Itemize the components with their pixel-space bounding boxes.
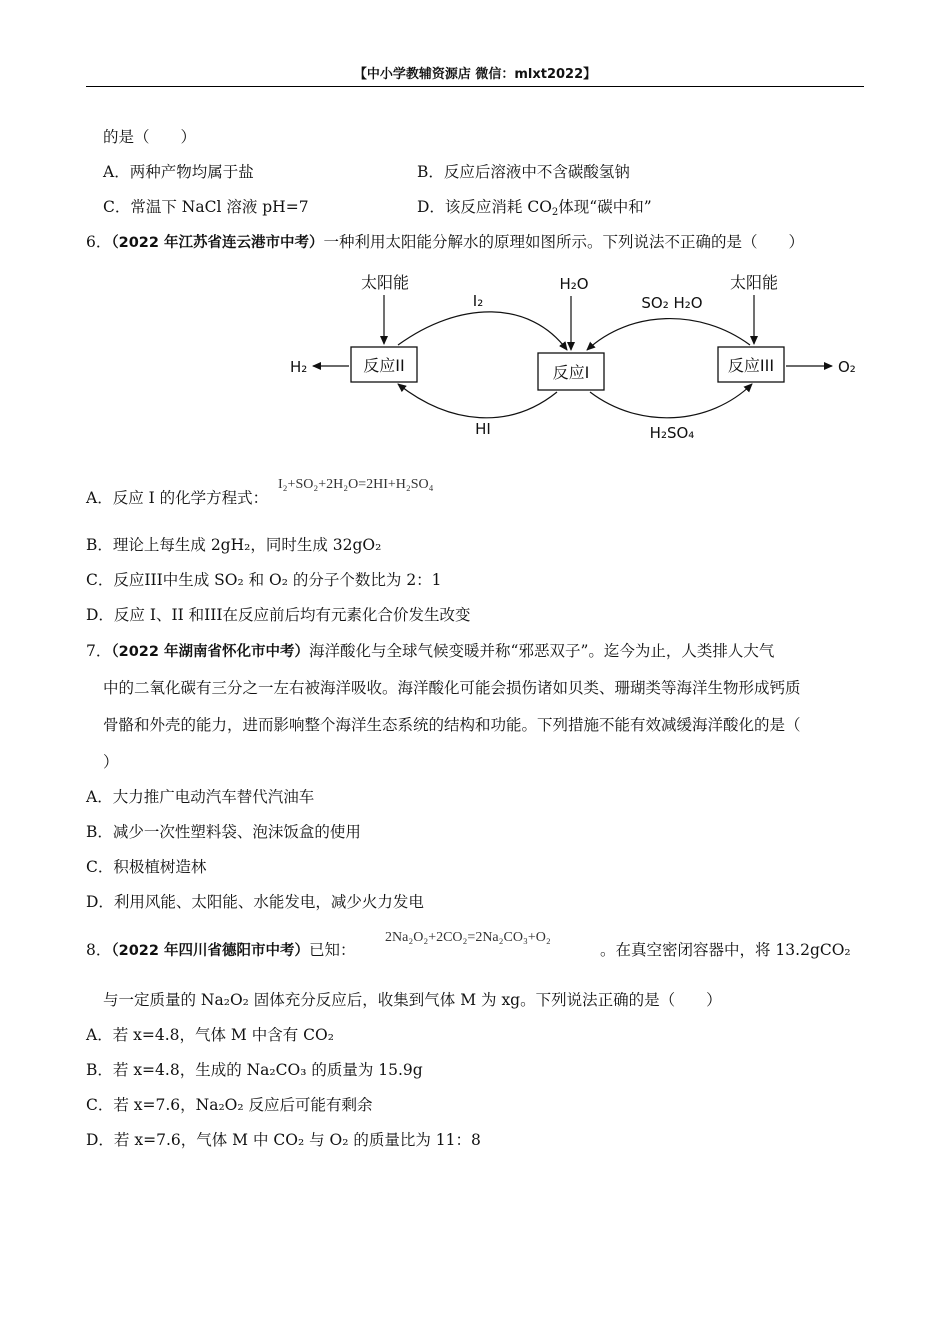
q8-stem-line-2: 与一定质量的 Na₂O₂ 固体充分反应后，收集到气体 M 为 xg。下列说法正确的是（ ） <box>103 991 722 1009</box>
so2-h2o-label: SO₂ H₂O <box>641 294 703 312</box>
q6-stem-text: 一种利用太阳能分解水的原理如图所示。下列说法不正确的是（ ） <box>323 233 805 251</box>
q7-number: 7． <box>86 642 112 660</box>
q6-option-a-label: A．反应 I 的化学方程式： <box>86 489 269 507</box>
q5-stem-tail: 的是（ ） <box>103 128 197 146</box>
q5-option-b: B．反应后溶液中不含碳酸氢钠 <box>417 163 630 181</box>
q6-option-a-formula: I₂+SO₂+2H₂O=2HI+H₂SO₄ <box>278 477 434 492</box>
q7-option-c: C．积极植树造林 <box>86 858 207 876</box>
reaction-1-label: 反应I <box>552 363 590 382</box>
q8-option-a: A．若 x=4.8，气体 M 中含有 CO₂ <box>86 1026 334 1044</box>
o2-output-label: O₂ <box>838 358 856 376</box>
q6-source: （2022 年江苏省连云港市中考） <box>111 235 324 251</box>
q7-option-a: A．大力推广电动汽车替代汽油车 <box>86 788 315 806</box>
q8-option-b: B．若 x=4.8，生成的 Na₂CO₃ 的质量为 15.9g <box>86 1061 423 1079</box>
h2so4-arrow <box>590 384 752 418</box>
q8-option-c: C．若 x=7.6，Na₂O₂ 反应后可能有剩余 <box>86 1096 373 1114</box>
q5-option-d: D．该反应消耗 $CO_2$体现“碳中和” <box>417 198 652 218</box>
h2so4-label: H₂SO₄ <box>649 424 695 442</box>
q7-stem-line-3: 骨骼和外壳的能力，进而影响整个海洋生态系统的结构和功能。下列措施不能有效减缓海洋酸化的是（ <box>103 716 801 734</box>
so2-h2o-arrow <box>587 319 750 350</box>
q6-option-b: B．理论上每生成 2gH₂，同时生成 32gO₂ <box>86 536 382 554</box>
q6-number: 6． <box>86 233 112 251</box>
q8-stem-after-formula: 。在真空密闭容器中，将 13.2gCO₂ <box>600 941 851 959</box>
hi-label: HI <box>475 420 491 438</box>
reaction-3-label: 反应III <box>727 356 775 375</box>
q8-number: 8． <box>86 941 112 959</box>
q8-formula: 2Na₂O₂+2CO₂=2Na₂CO₃+O₂ <box>385 930 551 945</box>
q6-option-c: C．反应III中生成 SO₂ 和 O₂ 的分子个数比为 2：1 <box>86 571 442 589</box>
q8-option-d: D．若 x=7.6，气体 M 中 CO₂ 与 O₂ 的质量比为 11：8 <box>86 1131 481 1149</box>
q7-stem-line-4: ） <box>103 753 119 771</box>
solar-energy-left-label: 太阳能 <box>360 273 410 292</box>
i2-arrow <box>398 312 567 350</box>
q5-option-c: C．常温下 NaCl 溶液 pH=7 <box>103 198 309 216</box>
q7-option-b: B．减少一次性塑料袋、泡沫饭盒的使用 <box>86 823 361 841</box>
h2-output-label: H₂ <box>290 358 308 376</box>
q6-option-d: D．反应 I、II 和III在反应前后均有元素化合价发生改变 <box>86 606 471 624</box>
q8-source: （2022 年四川省德阳市中考） <box>111 943 310 959</box>
solar-energy-right-label: 太阳能 <box>729 273 779 292</box>
hi-arrow <box>398 384 557 418</box>
water-input-label: H₂O <box>559 275 589 293</box>
q7-stem-line-2: 中的二氧化碳有三分之一左右被海洋吸收。海洋酸化可能会损伤诸如贝类、珊瑚类等海洋生物形成钙质 <box>103 679 801 697</box>
q7-option-d: D．利用风能、太阳能、水能发电，减少火力发电 <box>86 893 424 911</box>
reaction-2-label: 反应II <box>363 356 405 375</box>
q7-stem-line-1: 7．（2022 年湖南省怀化市中考）海洋酸化与全球气候变暖并称“邪恶双子”。迄今为止，人类排人大气 <box>86 642 775 660</box>
q5-option-a: A．两种产物均属于盐 <box>103 163 254 181</box>
i2-label: I₂ <box>472 292 484 310</box>
q7-source: （2022 年湖南省怀化市中考） <box>111 644 310 660</box>
q8-stem-start: 8．（2022 年四川省德阳市中考）已知： <box>86 941 356 959</box>
page-header: 【中小学教辅资源店 微信：mlxt2022】 <box>353 67 597 82</box>
